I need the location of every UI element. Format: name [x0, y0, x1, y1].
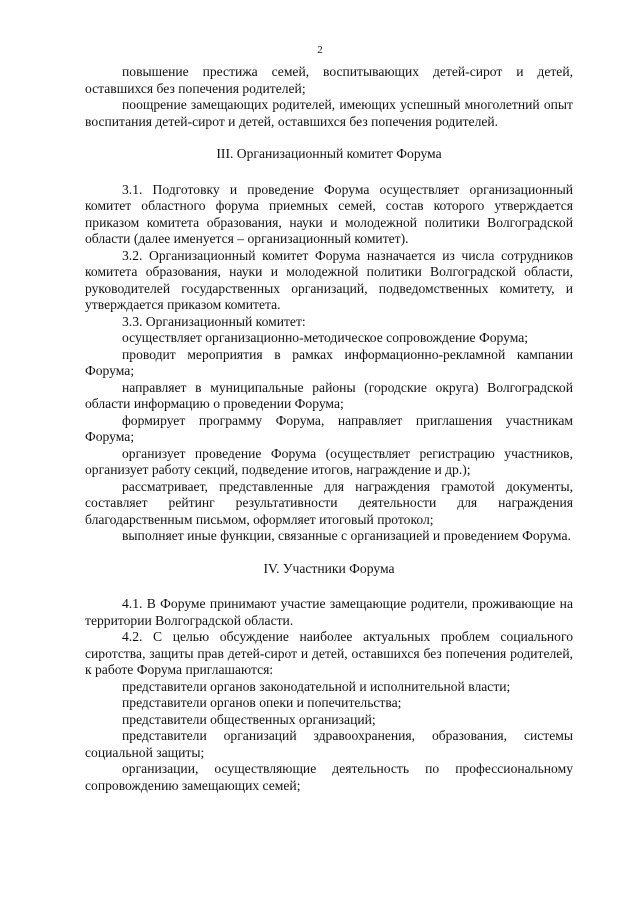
list-item: осуществляет организационно-методическое сопровождение Форума; — [122, 330, 529, 345]
list-item: выполняет иные функции, связанные с организацией и проведением Форума. — [122, 528, 571, 543]
list-item: представители органов законодательной и исполнительной власти; — [122, 678, 511, 694]
list-item: представители общественных организаций; — [122, 711, 376, 727]
list-item: формирует программу Форума, направляет приглашения участникам Форума; — [85, 412, 573, 444]
paragraph: 4.2. С целью обсуждение наиболее актуальных проблем социального сиротства, защиты прав детей-сирот и детей, оставшихся без попечения родителей, к работе Форума приглашаются: — [85, 629, 573, 677]
list-item: организует проведение Форума (осуществляет регистрацию участников, организует работу секций, подведение итогов, награждение и др.); — [85, 445, 573, 477]
list-item: представители органов опеки и попечительства; — [122, 695, 402, 710]
list-item: направляет в муниципальные районы (городские округа) Волгоградской области информацию о проведении Форума; — [85, 379, 573, 411]
paragraph: 4.1. В Форуме принимают участие замещающие родители, проживающие на территории Волгоградской области. — [85, 596, 573, 628]
section-heading: III. Организационный комитет Форума — [216, 146, 442, 161]
paragraph: 3.2. Организационный комитет Форума назначается из числа сотрудников комитета образования, науки и молодежной политики Волгоградской области, руководителей государственных организаций, подведомственных комитету, и утверждается приказом комитета. — [85, 247, 573, 312]
paragraph: 3.1. Подготовку и проведение Форума осуществляет организационный комитет областного форума приемных семей, состав которого утверждается приказом комитета образования, науки и молодежной политики Волгоградской области (далее именуется – организационный комитет). — [85, 181, 573, 246]
list-item: поощрение замещающих родителей, имеющих успешный многолетний опыт воспитания детей-сирот и детей, оставшихся без попечения родителей. — [85, 97, 573, 129]
list-item: проводит мероприятия в рамках информационно-рекламной кампании Форума; — [85, 346, 573, 378]
page-number: 2 — [317, 44, 323, 56]
list-item: рассматривает, представленные для награждения грамотой документы, составляет рейтинг результативности деятельности для награждения благодарственным письмом, оформляет итоговый протокол; — [85, 478, 573, 527]
section-heading: IV. Участники Форума — [263, 560, 395, 576]
list-item: представители организаций здравоохранения, образования, системы социальной защиты; — [85, 728, 573, 760]
paragraph: 3.3. Организационный комитет: — [122, 313, 306, 329]
document-body — [85, 64, 573, 794]
list-item: организации, осуществляющие деятельность по профессиональному сопровождению замещающих семей; — [85, 761, 573, 793]
list-item: повышение престижа семей, воспитывающих детей-сирот и детей, оставшихся без попечения родителей; — [85, 64, 573, 96]
